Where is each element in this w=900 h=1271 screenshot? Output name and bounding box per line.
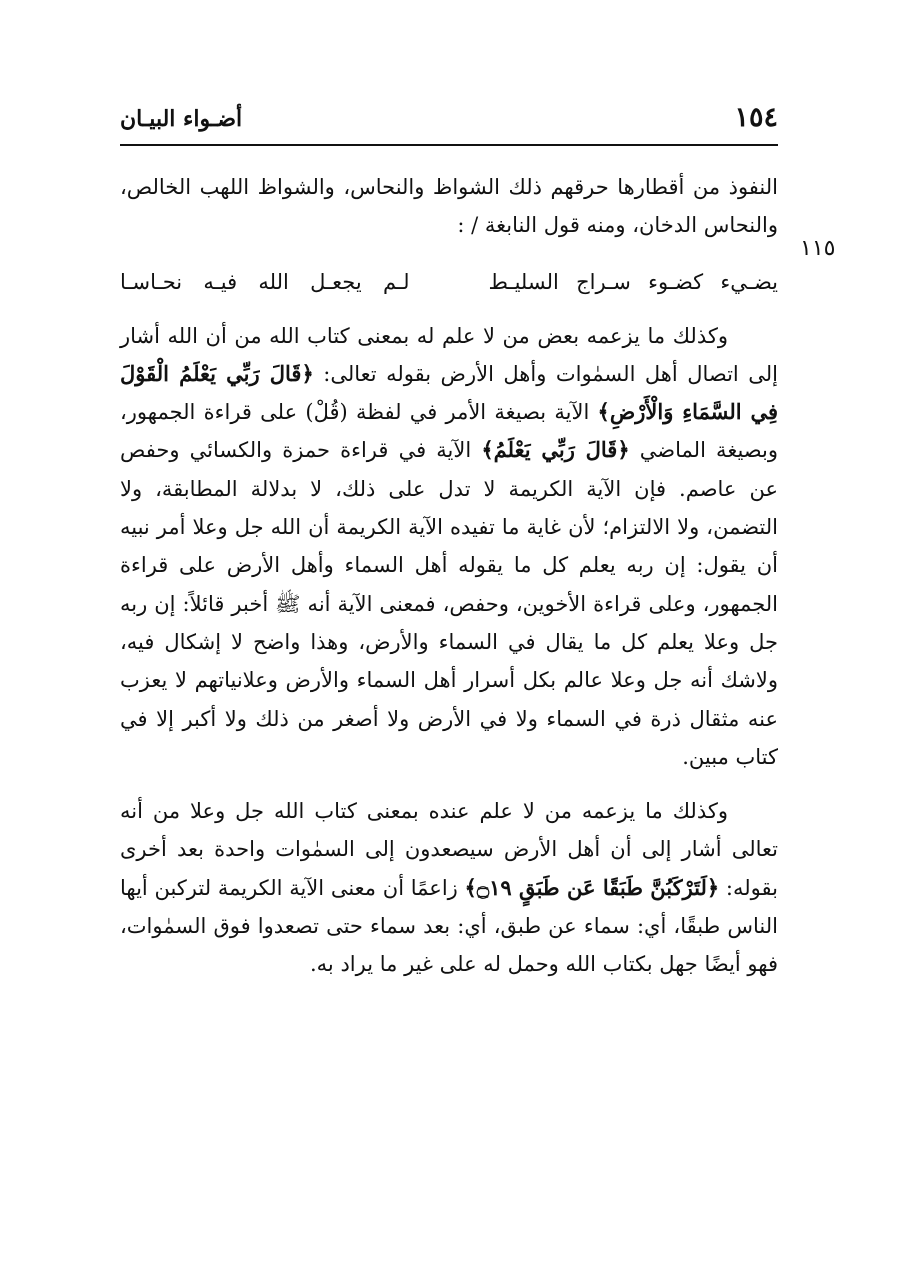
paragraph-2-text-after: الآية في قراءة حمزة والكسائي وحفص عن عاصم. فإن الآية الكريمة لا تدل على ذلك، لا بدلالة المطابقة، ولا التضمن، ولا الالتزام؛ لأن غاية ما تفيده الآية الكريمة أن الله جل وعلا أمر نبيه أن يقول: إن ربه يعلم كل ما يقوله أهل السماء وأهل الأرض على قراءة الجمهور، وعلى قراءة الأخوين، وحفص، فمعنى الآية أنه ﷺ أخبر قائلاً: إن ربه جل وعلا يعلم كل ما يقال في السماء والأرض، وهذا واضح لا إشكال فيه، ولاشك أنه جل وعلا عالم بكل أسرار أهل السماء والأرض وعلانياتهم لا يعزب عنه مثقال ذرة في السماء ولا في الأرض ولا أصغر من ذلك ولا أكبر إلا في كتاب مبين. bbox=[120, 438, 778, 769]
poem-hemistich-right: يضـيء كضـوء سـراج السليـط bbox=[488, 269, 778, 294]
paragraph-2-text-middle: الآية بصيغة الأمر في لفظة (قُلْ) على قراءة الجمهور، وبصيغة الماضي bbox=[120, 400, 778, 463]
paragraph-2 bbox=[120, 317, 778, 777]
page-header bbox=[120, 100, 778, 146]
paragraph-3-text-after: زاعمًا أن معنى الآية الكريمة لتركبن أيها الناس طبقًا، أي: سماء عن طبق، أي: بعد سماء حتى تصعدوا فوق السمٰوات، فهو أيضًا جهل بكتاب الله وحمل له على غير ما يراد به. bbox=[120, 875, 778, 977]
paragraph-1 bbox=[120, 168, 778, 245]
page-number: ١٥٤ bbox=[734, 102, 778, 133]
poem-hemistich-left: لـم يجعـل الله فيـه نحـاسـا bbox=[120, 269, 410, 294]
poem-verse bbox=[120, 263, 778, 301]
paragraph-2-text-before: وكذلك ما يزعمه بعض من لا علم له بمعنى كتاب الله من أن الله أشار إلى اتصال أهل السمٰوات وأهل الأرض بقوله تعالى: bbox=[120, 323, 778, 386]
quran-quote-1: ﴿قَالَ رَبِّي يَعْلَمُ الْقَوْلَ فِي السَّمَاءِ وَالْأَرْضِ﴾ bbox=[120, 360, 778, 425]
paragraph-3 bbox=[120, 792, 778, 983]
body-text bbox=[120, 168, 778, 984]
paragraph-1-text: النفوذ من أقطارها حرقهم ذلك الشواظ والنحاس، والشواظ اللهب الخالص، والنحاس الدخان، ومنه قول النابغة / : bbox=[120, 175, 778, 238]
margin-page-reference: ١١٥ bbox=[800, 236, 836, 261]
quran-quote-3: ﴿لَتَرْكَبُنَّ طَبَقًا عَن طَبَقٍ ۝١٩﴾ bbox=[464, 874, 720, 900]
paragraph-3-text-before: وكذلك ما يزعمه من لا علم عنده بمعنى كتاب الله جل وعلا من أنه تعالى أشار إلى أن أهل الأرض سيصعدون إلى السمٰوات واحدة بعد أخرى بقوله: bbox=[120, 799, 778, 900]
running-title: أضـواء البيـان bbox=[120, 106, 243, 132]
quran-quote-2: ﴿قَالَ رَبِّي يَعْلَمُ﴾ bbox=[481, 437, 630, 463]
